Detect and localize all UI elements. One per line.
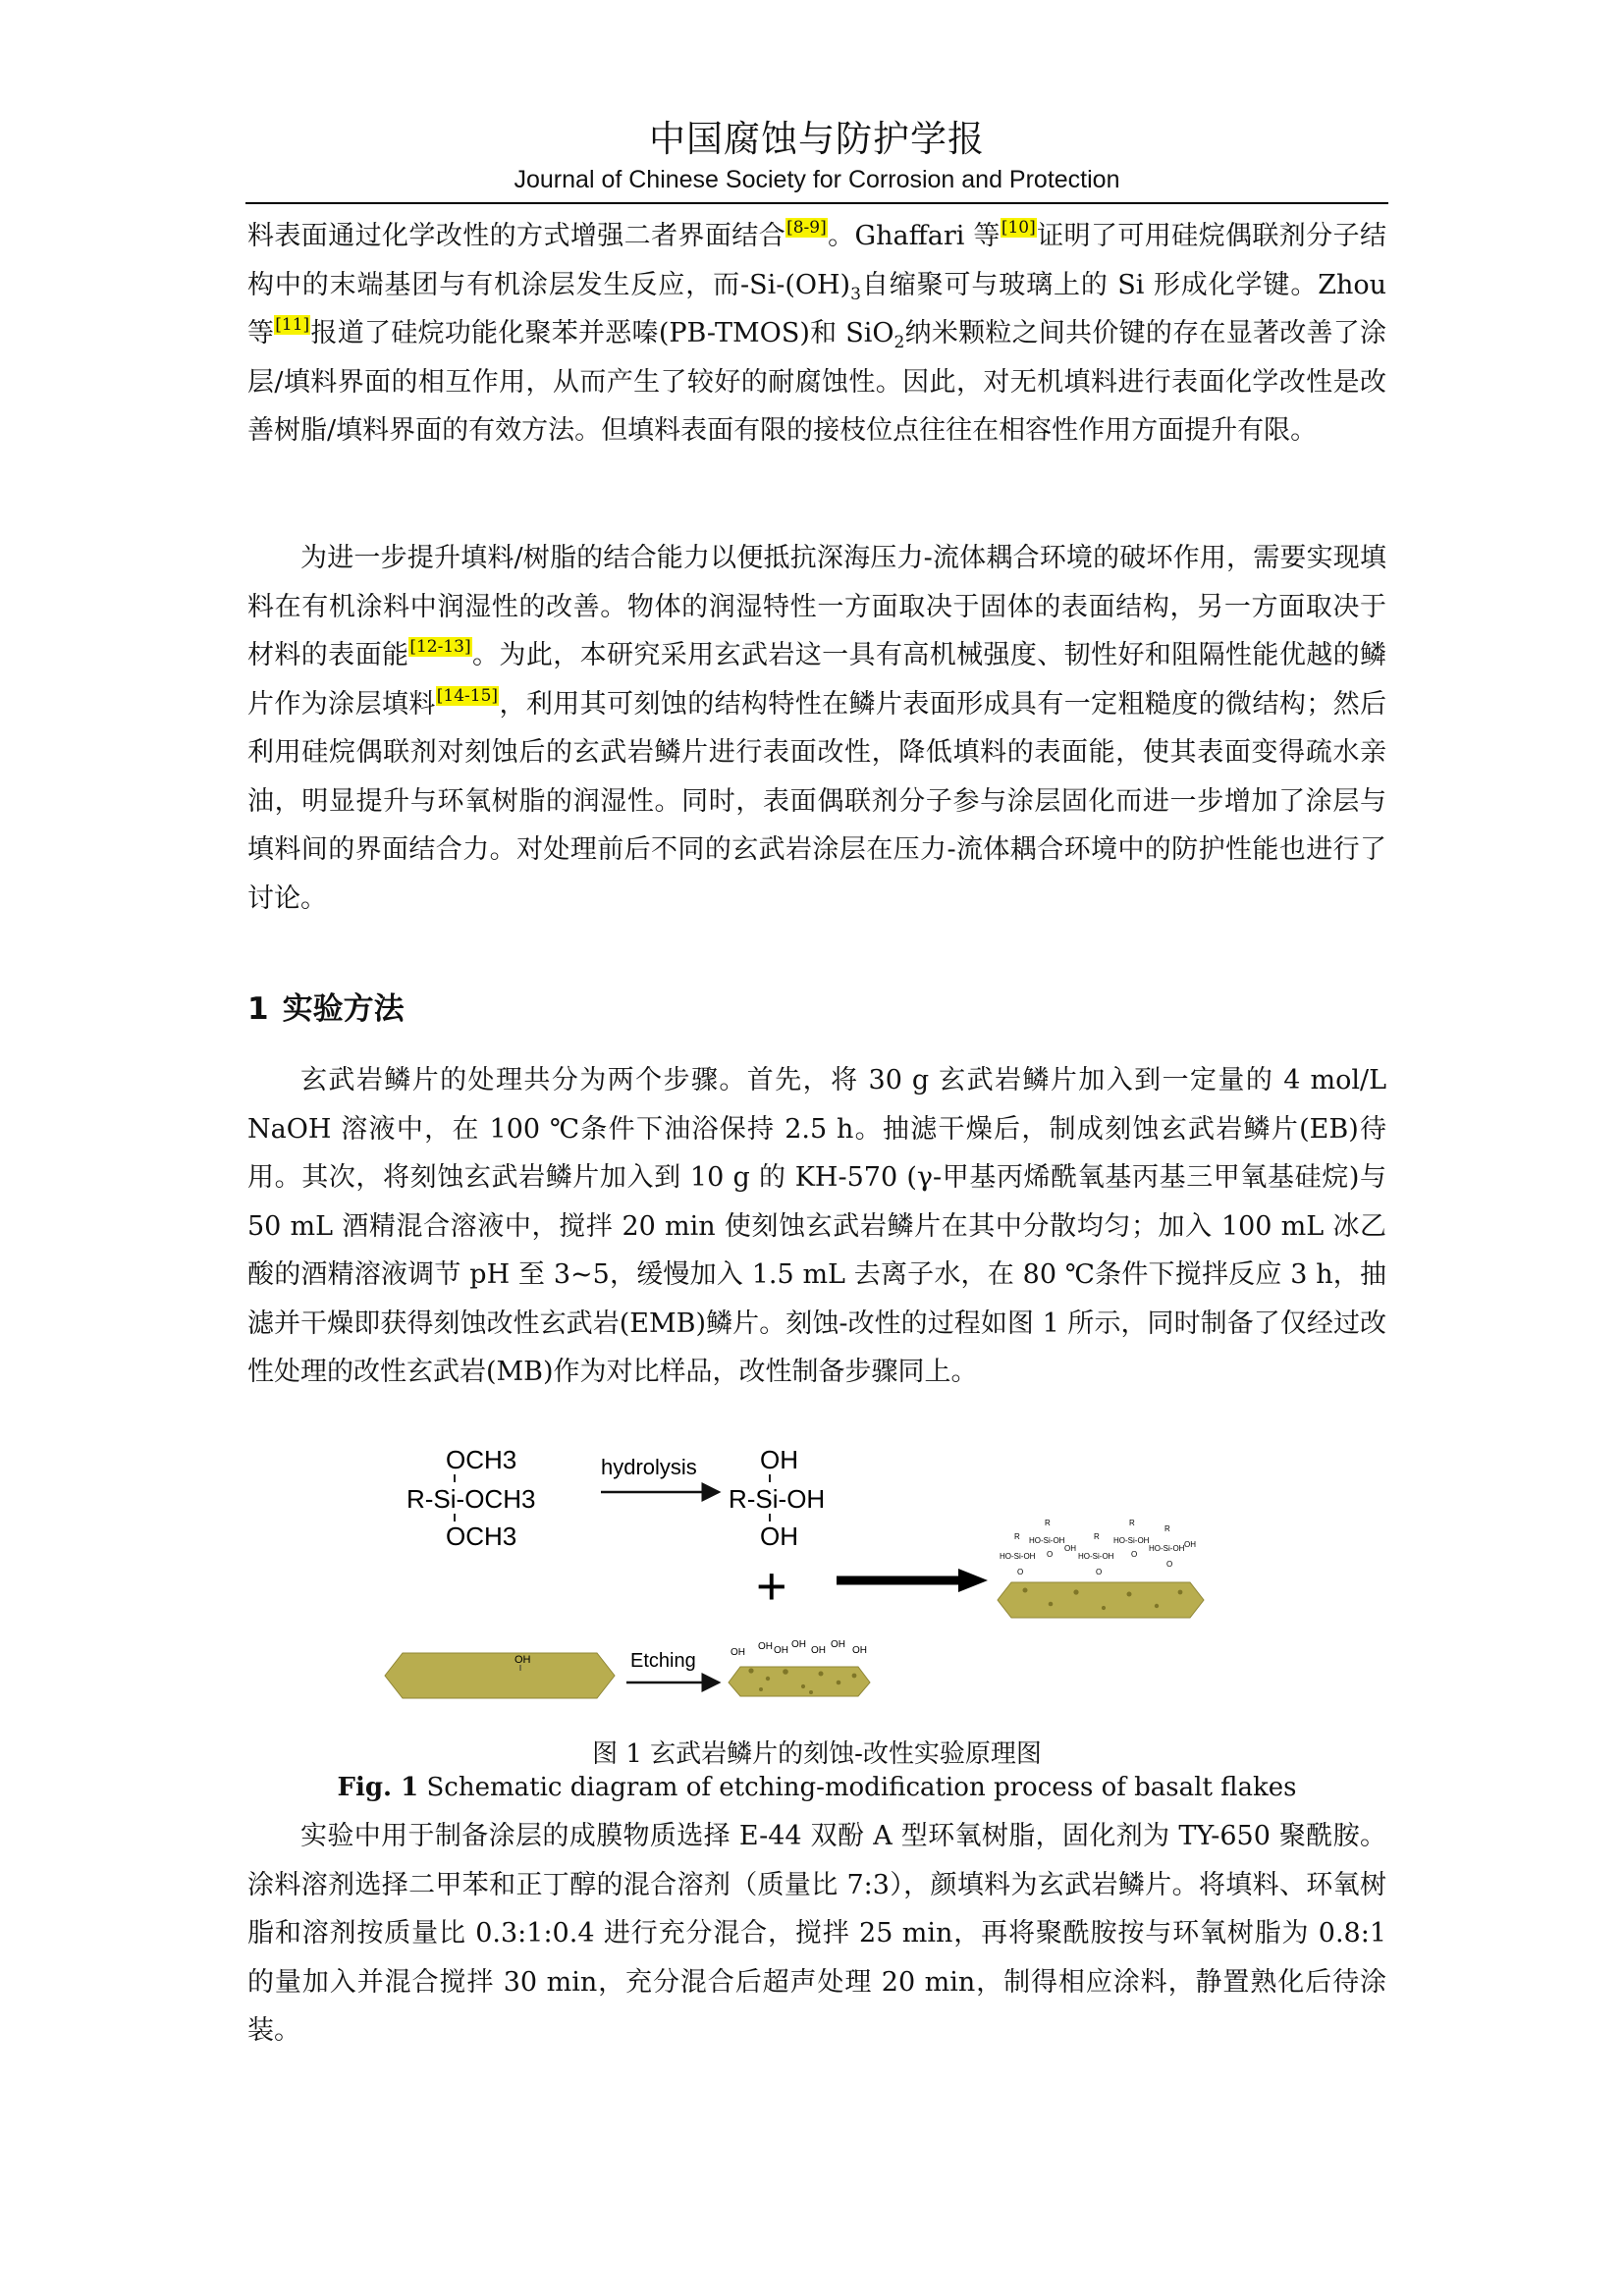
modified-pit xyxy=(1155,1604,1159,1608)
figure-label: Fig. 1 xyxy=(337,1773,419,1802)
section-title: 实验方法 xyxy=(282,991,405,1027)
modified-pit xyxy=(1049,1602,1054,1607)
modified-flake xyxy=(998,1519,1204,1618)
graft-r-3: R xyxy=(1094,1532,1100,1541)
paragraph-4: 实验中用于制备涂层的成膜物质选择 E-44 双酚 A 型环氧树脂，固化剂为 TY-650 聚酰胺。涂料溶剂选择二甲苯和正丁醇的混合溶剂（质量比 7:3），颜填料为玄武岩鳞片。将填料、环氧树脂和溶剂按质量比 0.3:1:0.4 进行充分混合，搅拌 25 min，再将聚酰胺按与环氧树脂为 0.8:1 的量加入并混合搅拌 30 min，充分混合后超声处理 20 min，制得相应涂料，静置熟化后待涂装。 xyxy=(247,1821,1386,2046)
etched-flake xyxy=(729,1639,870,1696)
silane-center: R-Si-OCH3 xyxy=(406,1484,536,1514)
etched-pit xyxy=(837,1681,841,1685)
graft-hosioh-3: HO-Si-OH xyxy=(1078,1552,1114,1561)
graft-hosioh-1: HO-Si-OH xyxy=(1000,1552,1036,1561)
raw-flake xyxy=(385,1653,615,1698)
hydrolysis-label: hydrolysis xyxy=(601,1455,697,1479)
figure-caption-en xyxy=(247,1773,1386,1802)
silanol-oh-top: OH xyxy=(760,1445,798,1474)
section-heading-1 xyxy=(247,984,405,1028)
silanol-center: R-Si-OH xyxy=(729,1484,826,1514)
journal-header xyxy=(245,116,1388,196)
graft-o-5: O xyxy=(1166,1560,1173,1569)
citation-10[interactable]: [10] xyxy=(1001,218,1036,238)
etched-pit xyxy=(766,1677,770,1681)
graft-hosioh-2: HO-Si-OH xyxy=(1029,1536,1065,1545)
etched-pit xyxy=(809,1690,813,1694)
silane-och3-top: OCH3 xyxy=(446,1445,517,1474)
silanol-oh-bot: OH xyxy=(760,1522,798,1551)
modified-pit xyxy=(1023,1588,1028,1593)
modified-pit xyxy=(1178,1590,1183,1595)
graft-r-1: R xyxy=(1014,1532,1020,1541)
section-number: 1 xyxy=(247,991,269,1027)
etched-pit xyxy=(819,1672,824,1677)
paragraph-1: 料表面通过化学改性的方式增强二者界面结合[8-9]。Ghaffari 等[10]证明了可用硅烷偶联剂分子结构中的末端基团与有机涂层发生反应，而$-Si-(OH)_3$自缩聚可与玻璃上的 Si 形成化学键。Zhou 等[11]报道了硅烷功能化聚苯并恶嗪(PB-TMOS)和 SiO$_2$纳米颗粒之间共价键的存在显著改善了涂层/填料界面的相互作用，从而产生了较好的耐腐蚀性。因此，对无机填料进行表面化学改性是改善树脂/填料界面的有效方法。但填料表面有限的接枝位点往往在相容性作用方面提升有限。 xyxy=(247,218,1387,446)
etched-oh-1: OH xyxy=(731,1647,745,1658)
etched-oh-2: OH xyxy=(758,1641,773,1652)
citation-14-15[interactable]: [14-15] xyxy=(436,685,499,706)
graft-o-3: O xyxy=(1096,1568,1103,1576)
plus-sign: + xyxy=(756,1557,787,1616)
silane-och3-bot: OCH3 xyxy=(446,1522,517,1551)
reaction-arrow-head xyxy=(958,1569,988,1592)
etched-pit xyxy=(759,1687,763,1691)
figure-caption-text: Schematic diagram of etching-modification process of basalt flakes xyxy=(418,1773,1297,1802)
etched-pit xyxy=(748,1668,753,1673)
graft-oh-2: OH xyxy=(1184,1540,1196,1549)
citation-12-13[interactable]: [12-13] xyxy=(409,637,471,657)
journal-title-en: Journal of Chinese Society for Corrosion and Protection xyxy=(514,166,1120,193)
graft-oh-1: OH xyxy=(1064,1544,1076,1553)
etched-pit xyxy=(801,1684,805,1688)
etched-oh-3: OH xyxy=(774,1645,788,1656)
graft-o-1: O xyxy=(1017,1568,1024,1576)
graft-o-4: O xyxy=(1131,1550,1138,1559)
modified-pit xyxy=(1102,1606,1106,1610)
etching-label: Etching xyxy=(630,1650,696,1672)
etched-pit xyxy=(783,1669,788,1675)
citation-8-9[interactable]: [8-9] xyxy=(786,218,827,238)
graft-r-5: R xyxy=(1164,1524,1170,1533)
etched-oh-5: OH xyxy=(811,1645,826,1656)
modified-pit xyxy=(1073,1589,1078,1594)
figure-caption-cn: 图 1 玄武岩鳞片的刻蚀-改性实验原理图 xyxy=(592,1739,1042,1769)
figure-1 xyxy=(373,1435,1257,1730)
journal-title-cn: 中国腐蚀与防护学报 xyxy=(649,118,985,160)
raw-flake-oh: OH xyxy=(514,1654,531,1666)
graft-hosioh-5: HO-Si-OH xyxy=(1149,1544,1185,1553)
graft-r-4: R xyxy=(1129,1519,1135,1527)
etched-pit xyxy=(852,1674,857,1679)
header-rule xyxy=(245,202,1388,204)
paragraph-3: 玄武岩鳞片的处理共分为两个步骤。首先，将 30 g 玄武岩鳞片加入到一定量的 4 mol/L NaOH 溶液中，在 100 ℃条件下油浴保持 2.5 h。抽滤干燥后，制成刻蚀玄武岩鳞片(EB)待用。其次，将刻蚀玄武岩鳞片加入到 10 g 的 KH-570 (γ-甲基丙烯酰氧基丙基三甲氧基硅烷)与 50 mL 酒精混合溶液中，搅拌 20 min 使刻蚀玄武岩鳞片在其中分散均匀；加入 100 mL 冰乙酸的酒精溶液调节 pH 至 3~5，缓慢加入 1.5 mL 去离子水，在 80 ℃条件下搅拌反应 3 h，抽滤并干燥即获得刻蚀改性玄武岩(EMB)鳞片。刻蚀-改性的过程如图 1 所示，同时制备了仅经过改性处理的改性玄武岩(MB)作为对比样品，改性制备步骤同上。 xyxy=(247,1065,1386,1387)
paragraph-2: 为进一步提升填料/树脂的结合能力以便抵抗深海压力-流体耦合环境的破坏作用，需要实现填料在有机涂料中润湿性的改善。物体的润湿特性一方面取决于固体的表面结构，另一方面取决于材料的表面能[12-13]。为此，本研究采用玄武岩这一具有高机械强度、韧性好和阻隔性能优越的鳞片作为涂层填料[14-15]，利用其可刻蚀的结构特性在鳞片表面形成具有一定粗糙度的微结构；然后利用硅烷偶联剂对刻蚀后的玄武岩鳞片进行表面改性，降低填料的表面能，使其表面变得疏水亲油，明显提升与环氧树脂的润湿性。同时，表面偶联剂分子参与涂层固化而进一步增加了涂层与填料间的界面结合力。对处理前后不同的玄武岩涂层在压力-流体耦合环境中的防护性能也进行了讨论。 xyxy=(247,543,1387,914)
graft-o-2: O xyxy=(1047,1550,1054,1559)
etched-oh-6: OH xyxy=(831,1639,845,1650)
etched-oh-4: OH xyxy=(791,1639,806,1650)
graft-r-2: R xyxy=(1045,1519,1051,1527)
citation-11[interactable]: [11] xyxy=(275,315,310,335)
modified-pit xyxy=(1127,1592,1132,1597)
graft-hosioh-4: HO-Si-OH xyxy=(1113,1536,1150,1545)
etched-oh-7: OH xyxy=(852,1645,867,1656)
